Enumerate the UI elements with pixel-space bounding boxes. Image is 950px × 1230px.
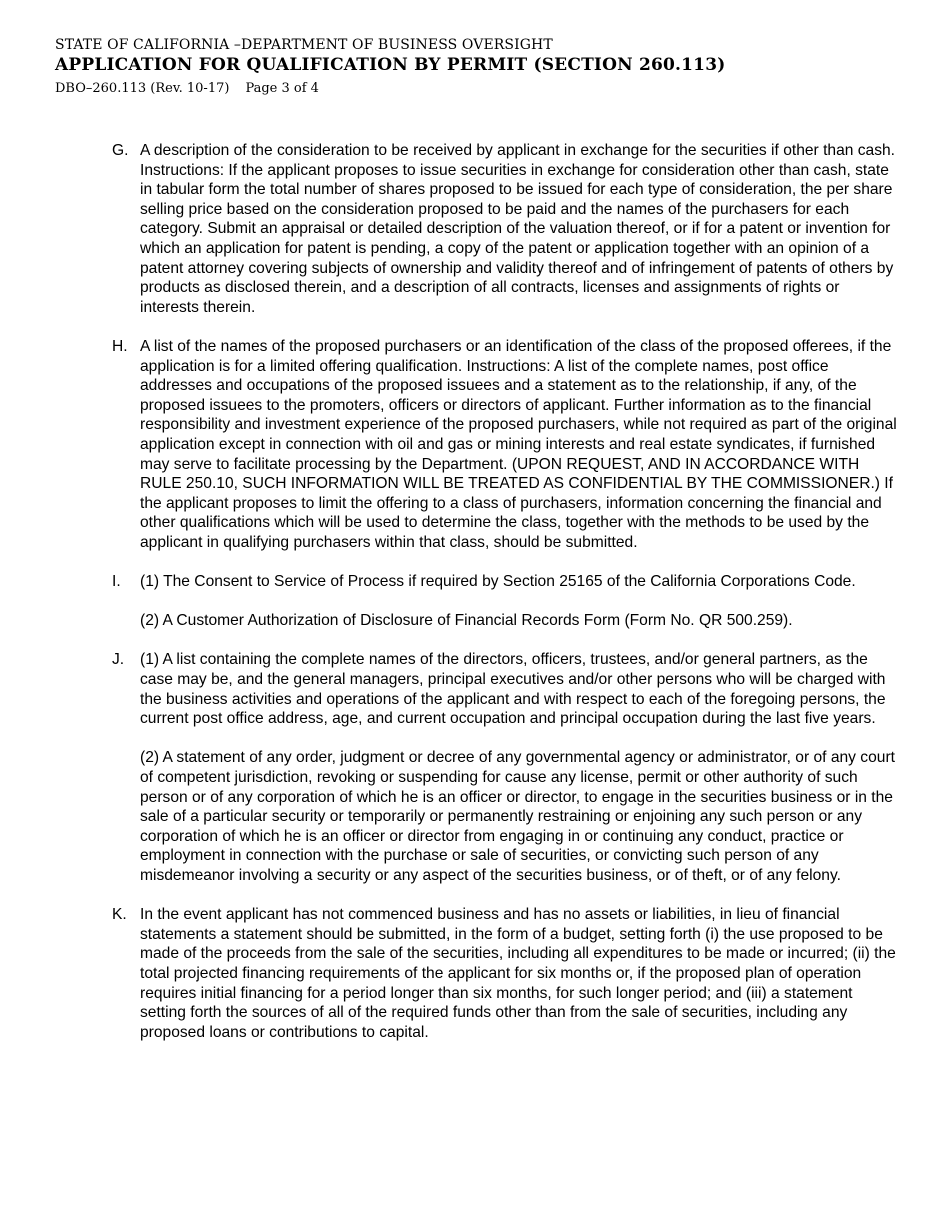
instruction-list [112, 141, 902, 1062]
item-k [112, 905, 902, 1042]
item-body [140, 572, 902, 631]
item-letter: H. [112, 337, 128, 355]
item-paragraph: A list of the names of the proposed purchasers or an identification of the class of the proposed offerees, if the application is for a limited offering qualification. Instructions: A list of the complete names, post office addresses and occupations of the proposed issuees and a statement as to the relationship, if any, of the proposed issuees to the promoters, officers or directors of applicant. Further information as to the financial responsibility and investment experience of the proposed purchasers, while not required as part of the original application except in connection with oil and gas or mining interests and real estate syndicates, if furnished may serve to facilitate processing by the Department. (UPON REQUEST, AND IN ACCORDANCE WITH RULE 250.10, SUCH INFORMATION WILL BE TREATED AS CONFIDENTIAL BY THE COMMISSIONER.) If the applicant proposes to limit the offering to a class of purchasers, information concerning the financial and other qualifications which will be used to determine the class, together with the methods to be used by the applicant in qualifying purchasers within that class, should be submitted. [140, 337, 897, 551]
item-i [112, 572, 902, 631]
item-paragraph: (1) The Consent to Service of Process if required by Section 25165 of the California Corporations Code. [140, 573, 856, 591]
item-paragraph: A description of the consideration to be received by applicant in exchange for the securities if other than cash. Instructions: If the applicant proposes to issue securities in exchange for consideration other than cash, state in tabular form the total number of shares proposed to be issued for each type of consideration, the per share selling price based on the consideration proposed to be paid and the names of the purchasers for each category. Submit an appraisal or detailed description of the valuation thereof, or if for a patent or invention for which an application for patent is pending, a copy of the patent or application together with an opinion of a patent attorney covering subjects of ownership and validity thereof and of infringement of patents of others by products as disclosed therein, and a description of all contracts, licenses and assignments of rights or interests therein. [140, 142, 896, 316]
item-letter: I. [112, 573, 121, 591]
item-body [140, 141, 902, 317]
item-paragraph: (2) A statement of any order, judgment or decree of any governmental agency or administrator, or of any court of competent jurisdiction, revoking or suspending for cause any license, permit or other authority of such person or of any corporation of which he is an officer or director, to engage in the securities business or in the sale of a particular security or temporarily or permanently restraining or enjoining any such person or any corporation of which he is an officer or director from engaging in or continuing any conduct, practice or employment in connection with the purchase or sale of securities, or convicting such person of any misdemeanor involving a security or any aspect of the securities business, or of theft, or of any felony. [140, 749, 895, 884]
item-letter: G. [112, 142, 129, 159]
item-paragraph: (1) A list containing the complete names of the directors, officers, trustees, and/or general partners, as the case may be, and the general managers, principal executives and/or other persons who will be charged with the business activities and operations of the applicant and with respect to each of the foregoing persons, the current post office address, age, and current occupation and principal occupation during the last five years. [140, 651, 886, 728]
form-info [55, 79, 725, 99]
form-number: DBO–260.113 (Rev. 10-17) [55, 81, 230, 96]
item-letter: J. [112, 651, 125, 669]
form-title: APPLICATION FOR QUALIFICATION BY PERMIT (SECTION 260.113) [55, 55, 726, 75]
item-body [140, 905, 902, 1042]
item-j [112, 650, 902, 885]
page-number: Page 3 of 4 [245, 81, 319, 96]
item-g [112, 141, 902, 317]
item-paragraph: In the event applicant has not commenced business and has no assets or liabilities, in lieu of financial statements a statement should be submitted, in the form of a budget, setting forth (i) the use proposed to be made of the proceeds from the sale of the securities, including all expenditures to be made or incurred; (ii) the total projected financing requirements of the applicant for six months or, if the proposed plan of operation requires initial financing for a period longer than six months, for such longer period; and (iii) a statement setting forth the sources of all of the required funds other than from the sale of securities, including any proposed loans or contributions to capital. [140, 906, 896, 1041]
page-header [55, 36, 725, 99]
item-body [140, 650, 902, 885]
item-paragraph: (2) A Customer Authorization of Disclosure of Financial Records Form (Form No. QR 500.259). [140, 612, 793, 630]
agency-name: STATE OF CALIFORNIA –DEPARTMENT OF BUSINESS OVERSIGHT [55, 37, 553, 53]
item-letter: K. [112, 906, 127, 924]
item-body [140, 337, 902, 553]
item-h [112, 337, 902, 553]
